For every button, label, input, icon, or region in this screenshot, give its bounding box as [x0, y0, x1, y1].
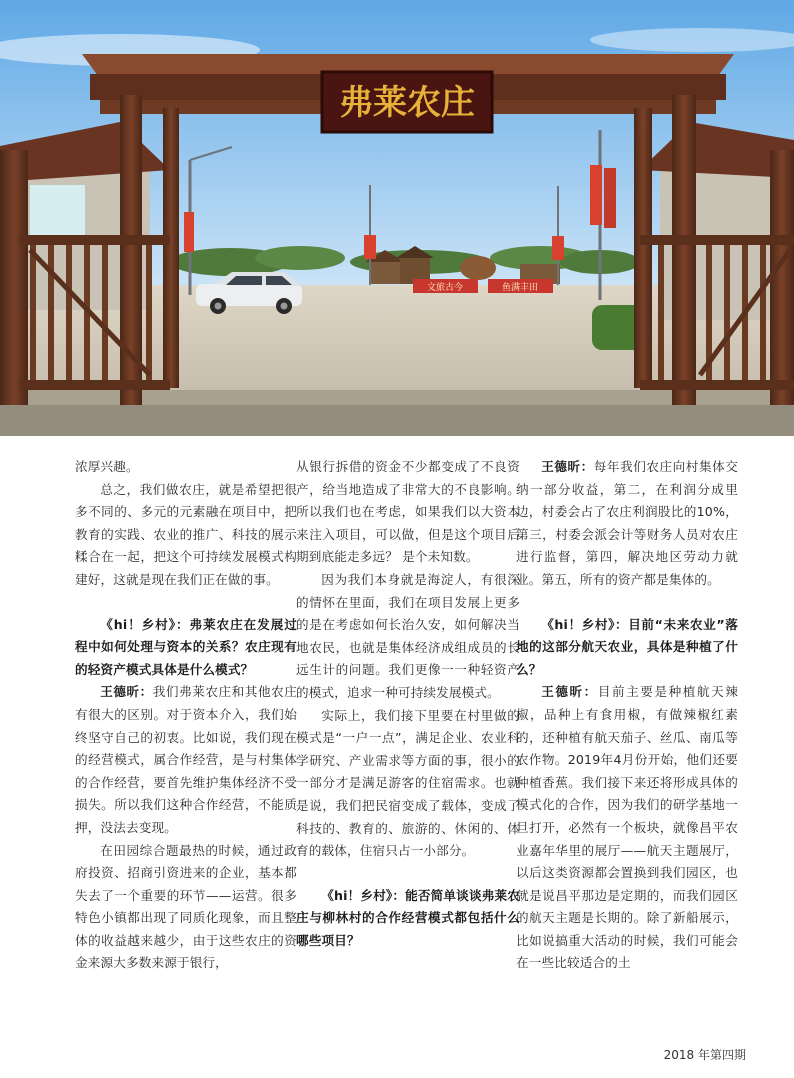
speaker-name: 王德昕：: [100, 684, 153, 700]
interview-answer: [516, 681, 738, 975]
gate-sign-text: 弗莱农庄: [339, 83, 475, 123]
text-column-2: [296, 456, 520, 952]
speaker-name: 王德昕：: [541, 684, 598, 700]
paragraph: 因为我们本身就是海淀人，有很深的情怀在里面，我们在项目发展上更多的是在考虑如何长治久安，如何解决当地农民，也就是集体经济成组成员的长远生计的问题。我们更像一一种轻资产的模式，追求一种可持续发展模式。: [296, 571, 520, 700]
paragraph: 从银行拆借的资金不少都变成了不良资产，给当地造成了非常大的不良影响。所以我们也在考虑，如果我们以大资本来注入项目，可以做，但是这个项目后期到底能走多远？ 是个未知数。: [296, 459, 520, 565]
paragraph: 总之，我们做农庄，就是希望把很多不同的、多元的元素融在项目中，把教育的实践、农业的推广、科技的展示糅合在一起，把这个可持续发展模式构建好，这就是现在我们正在做的事。: [75, 481, 297, 587]
interview-answer: [516, 456, 738, 592]
speaker-name: 王德昕：: [541, 459, 594, 474]
svg-text:文旅古今: 文旅古今: [426, 283, 464, 293]
svg-text:鱼满丰田: 鱼满丰田: [501, 283, 539, 293]
answer-text: 目前主要是种植航天辣椒，品种上有食用椒，有做辣椒红素的，还种植有航天茄子、丝瓜、南瓜等农作物。2019年4月份开始，他们还要种植香蕉。我们接下来还将形成具体的模式化的合作，因为我们的研学基地一旦打开，必然有一个板块，就像昌平农业嘉年华里的展厅——航天主题展厅，以后这类资源都会置换到我们园区，也就是说昌平那边是定期的，而我们园区的航天主题是长期的。除了新船展示，比如说搞重大活动的时候，我们可能会在一些比较适合的土: [516, 684, 738, 971]
interview-question: 《hi！乡村》：目前“未来农业”落地的这部分航天农业，具体是种植了什么？: [516, 616, 738, 677]
answer-text: 我们弗莱农庄和其他农庄有很大的区别。对于资本介入，我们始终坚守自己的初衷。比如说，我们现在的经营模式，属合作经营，是与村集体的合作经营，要首先维护集体经济不受损失。所以我们这种合作经营，不能质押，没法去变现。: [75, 684, 297, 835]
issue-footer: 2018 年第四期: [663, 1048, 746, 1062]
interview-question: 《hi！乡村》：弗莱农庄在发展过程中如何处理与资本的关系？农庄现有的轻资产模式具体是什么模式？: [75, 616, 297, 677]
paragraph: 在田园综合题最热的时候，通过政府投资、招商引资进来的企业，基本都失去了一个重要的环节——运营。很多特色小镇都出现了同质化现象，而且整体的收益越来越少，由于这些农庄的资金来源大多数来源于银行，: [75, 842, 297, 971]
interview-question: 《hi！乡村》：能否简单谈谈弗莱农庄与柳林村的合作经营模式都包括什么哪些项目？: [296, 887, 520, 948]
paragraph: 浓厚兴趣。: [75, 459, 139, 474]
answer-text: 每年我们农庄向村集体交纳一部分收益，第二，在利润分成里边，村委会占了农庄利润股比的10%，第三，村委会派会计等财务人员对农庄进行监督，第四，解决地区劳动力就业。第五，所有的资产都是集体的。: [516, 459, 738, 587]
right-gate-post: [672, 95, 696, 405]
paragraph: 实际上，我们接下里要在村里做的模式是“一户一点”，满足企业、农业科学研究、产业需求等方面的事，很小的一部分才是满足游客的住宿需求。也就是说，我们把民宿变成了载体，变成了科技的、教育的、旅游的、休闲的、体育的载体，住宿只占一小部分。: [296, 707, 520, 859]
interview-answer: [75, 681, 297, 839]
farm-gate-photo: [0, 0, 794, 436]
text-column-3: [516, 456, 738, 975]
text-column-1: [75, 456, 297, 975]
